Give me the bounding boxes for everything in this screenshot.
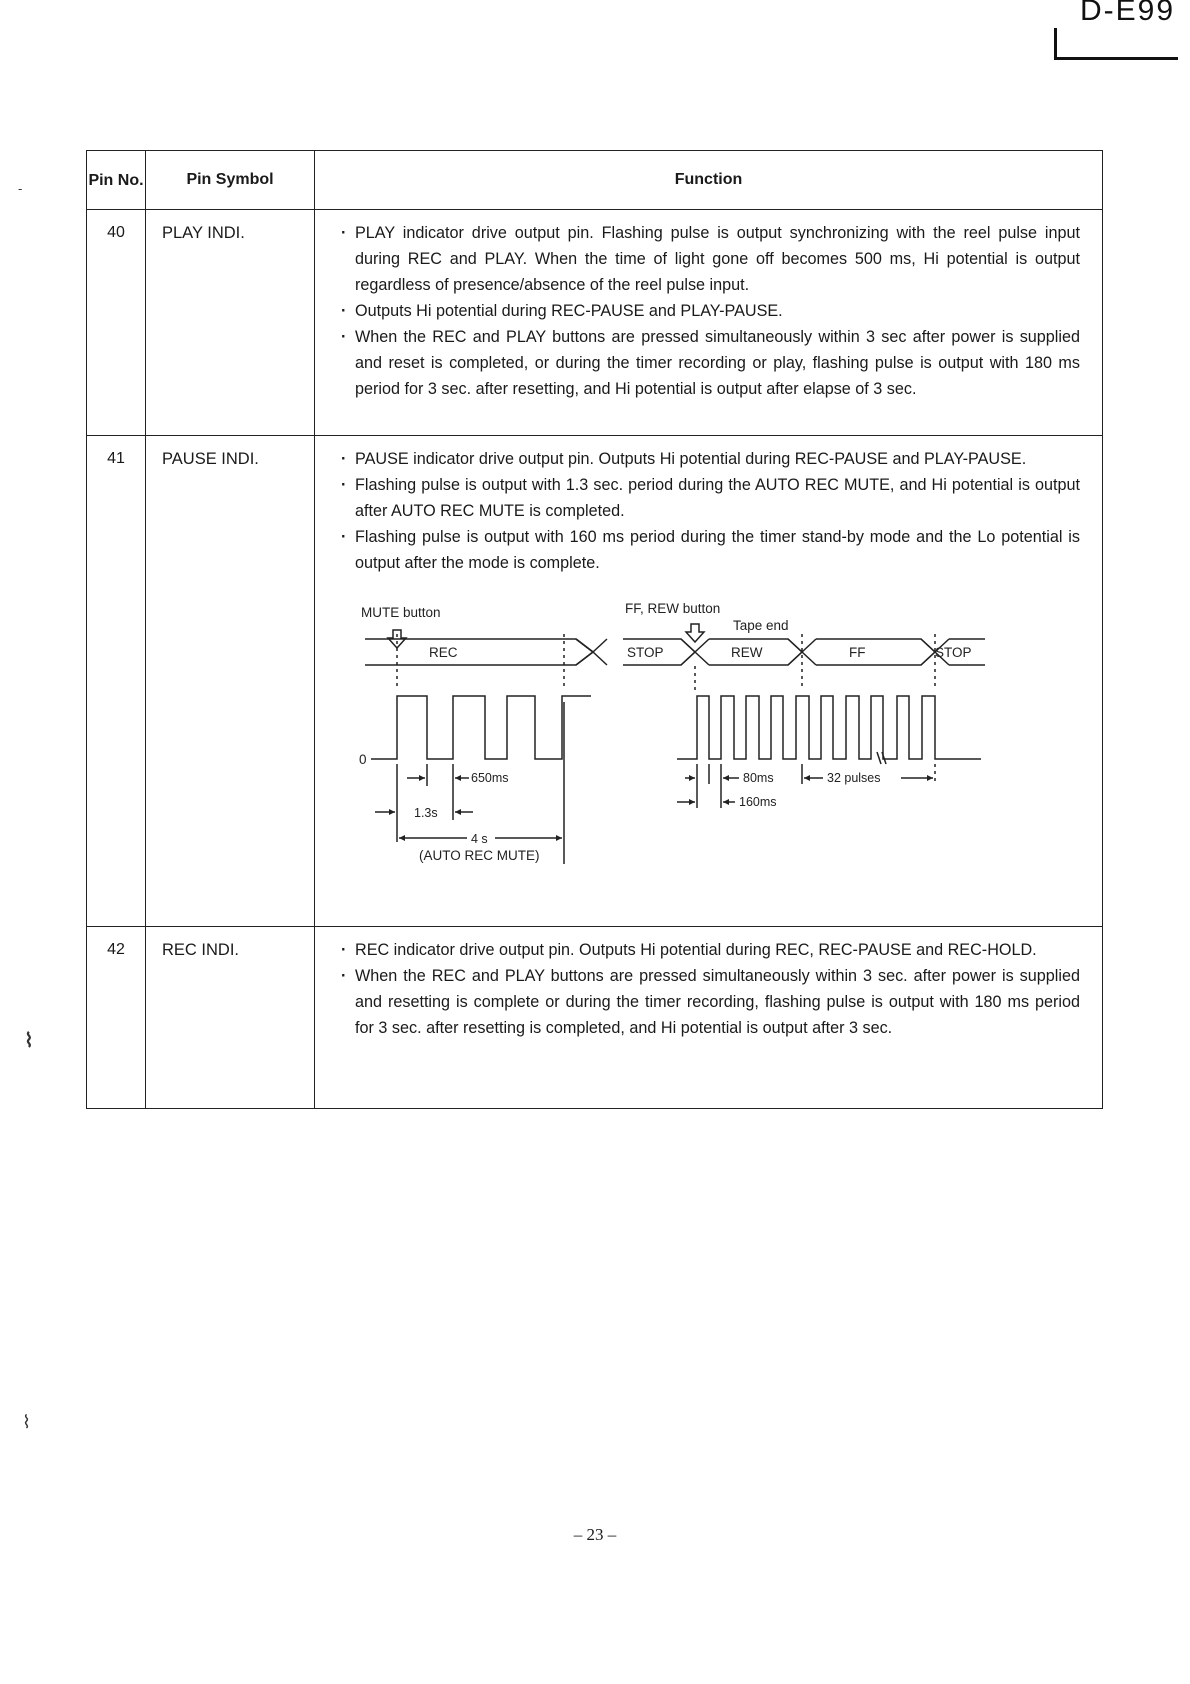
pulse-count-label: 32 pulses	[827, 771, 881, 785]
function-list	[341, 446, 1080, 576]
arrow-head	[689, 775, 695, 781]
stop-mode-label: STOP	[935, 645, 972, 660]
arrow-head	[723, 775, 729, 781]
pin-number: 41	[87, 436, 146, 927]
scan-speck: -	[18, 182, 23, 196]
rew-mode-label: REW	[731, 645, 763, 660]
pin-function	[315, 436, 1103, 927]
bus-cross	[576, 652, 593, 665]
zero-level-label: 0	[359, 752, 367, 767]
document-code: D-E99	[1080, 0, 1176, 27]
arrow-head	[556, 835, 562, 841]
arrow-head	[399, 835, 405, 841]
pin-symbol: REC INDI.	[146, 927, 315, 1109]
page-number: – 23 –	[573, 1525, 617, 1544]
pin-symbol: PAUSE INDI.	[146, 436, 315, 927]
pin-function-table	[86, 150, 1103, 1109]
rec-mode-label: REC	[429, 645, 458, 660]
rec-mode-bus	[365, 639, 593, 665]
ff-mode-label: FF	[849, 645, 866, 660]
arrow-head	[419, 775, 425, 781]
arrow-head	[927, 775, 933, 781]
arrow-head	[804, 775, 810, 781]
bus-cross	[593, 652, 607, 665]
header-pin-symbol: Pin Symbol	[146, 151, 315, 210]
auto-rec-mute-caption: (AUTO REC MUTE)	[419, 848, 540, 863]
waveform-break-icon	[877, 752, 886, 764]
period-160ms-label: 160ms	[739, 795, 777, 809]
duration-4s-label: 4 s	[471, 832, 488, 846]
ff-mode-bus	[816, 639, 935, 665]
pin-function	[315, 927, 1103, 1109]
function-bullet: · Flashing pulse is output with 160 ms period during the timer stand-by mode and the Lo potential is output after the mode is complete.	[341, 524, 1080, 576]
arrow-head	[389, 809, 395, 815]
function-bullet: · When the REC and PLAY buttons are pressed simultaneously within 3 sec after power is supplied and reset is completed, or during the timer recording or play, flashing pulse is output with 180 ms period for 3 sec. after resetting, and Hi potential is output after elapse of 3 sec.	[341, 324, 1080, 402]
ff-rew-button-arrow-icon	[686, 624, 704, 642]
scan-speck: ⌇	[22, 1412, 31, 1433]
function-bullet: · REC indicator drive output pin. Outputs Hi potential during REC, REC-PAUSE and REC-HOLD.	[341, 937, 1080, 963]
function-bullet: · PAUSE indicator drive output pin. Outputs Hi potential during REC-PAUSE and PLAY-PAUSE.	[341, 446, 1080, 472]
tape-end-label: Tape end	[733, 618, 789, 633]
bus-cross	[593, 639, 607, 652]
arrow-head	[455, 775, 461, 781]
auto-rec-mute-waveform	[371, 696, 591, 759]
table-row-pin-41	[87, 436, 1103, 927]
document-code-mark	[1050, 0, 1178, 60]
on-time-80ms-label: 80ms	[743, 771, 774, 785]
mute-button-label: MUTE button	[361, 605, 441, 620]
function-bullet: · When the REC and PLAY buttons are pressed simultaneously within 3 sec. after power is supplied and resetting is complete or during the timer recording, flashing pulse is output with 180 ms period for 3 sec. after resetting is completed, and Hi potential is output after 3 sec.	[341, 963, 1080, 1041]
indicator-timing-diagram	[341, 594, 1081, 876]
header-function: Function	[315, 151, 1103, 210]
pin-number: 40	[87, 210, 146, 436]
period-1-3s-label: 1.3s	[414, 806, 438, 820]
function-bullet: · PLAY indicator drive output pin. Flashing pulse is output synchronizing with the reel pulse input during REC and PLAY. When the time of light gone off becomes 500 ms, Hi potential is output regardless of presence/absence of the reel pulse input.	[341, 220, 1080, 298]
function-list	[341, 220, 1080, 402]
pin-function	[315, 210, 1103, 436]
table-header-row	[87, 151, 1103, 210]
table-row-pin-40	[87, 210, 1103, 436]
header-pin-no: Pin No.	[87, 151, 146, 210]
tape-end-waveform	[677, 696, 981, 759]
function-bullet: · Flashing pulse is output with 1.3 sec. period during the AUTO REC MUTE, and Hi potential is output after AUTO REC MUTE is completed.	[341, 472, 1080, 524]
pin-number: 42	[87, 927, 146, 1109]
ff-rew-button-label: FF, REW button	[625, 601, 721, 616]
arrow-head	[455, 809, 461, 815]
function-bullet: · Outputs Hi potential during REC-PAUSE and PLAY-PAUSE.	[341, 298, 1080, 324]
scan-speck: ⌇	[24, 1028, 34, 1052]
arrow-head	[723, 799, 729, 805]
table-row-pin-42	[87, 927, 1103, 1109]
pin-symbol: PLAY INDI.	[146, 210, 315, 436]
arrow-head	[689, 799, 695, 805]
on-time-650ms-label: 650ms	[471, 771, 509, 785]
stop-mode-label: STOP	[627, 645, 664, 660]
function-list	[341, 937, 1080, 1041]
